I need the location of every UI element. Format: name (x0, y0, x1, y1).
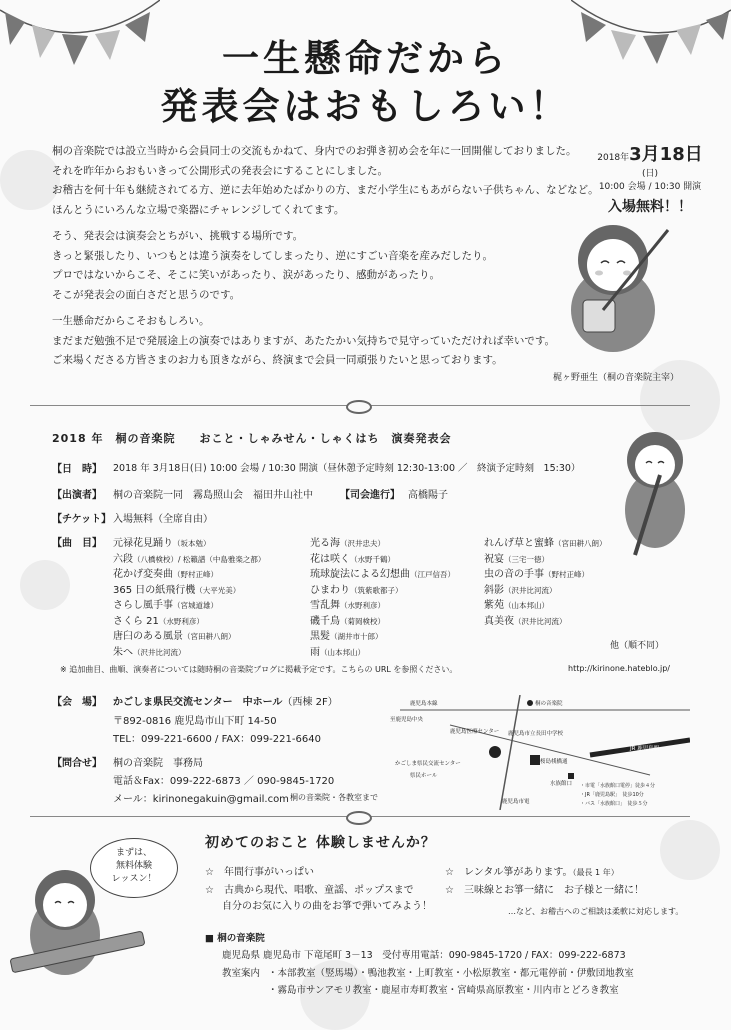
blog-url: http://kirinone.hateblo.jp/ (568, 664, 670, 673)
trial-item-genres: ☆ 古典から現代、唱歌、童謡、ポップスまで (205, 885, 414, 896)
song-item (310, 565, 455, 580)
signature: 梶ヶ野亜生（桐の音楽院主宰） (553, 373, 680, 383)
venue-name-text: かごしま県民交流センター 中ホール (113, 697, 283, 708)
knot-decoration (346, 400, 372, 414)
map-label-kagoshima-line: 鹿児島本線 (410, 701, 438, 707)
song-composer: （山本邦山） (504, 601, 549, 610)
intro-line: ほんとうにいろんな立場で楽器にチャレンジしてくれてます。 (52, 203, 345, 216)
song-title: 黒髪 (310, 631, 330, 642)
song-item (310, 534, 385, 549)
map-label-jr-station: JR 鹿児島駅 (630, 746, 660, 752)
song-title: 斜影 (484, 584, 504, 596)
song-item (310, 627, 383, 642)
song-item (484, 550, 549, 565)
song-item (310, 612, 385, 627)
intro-line: ご来場くださる方皆さまのお力も頂きながら、終演まで会員一同頑張りたいと思っております。 (52, 354, 503, 366)
mc-value: 高橋陽子 (408, 490, 448, 501)
song-item (310, 643, 365, 658)
map-label-school: 鹿児島市立長田中学校 (508, 731, 564, 737)
map-label-kirinone: 桐の音楽院 (535, 701, 563, 707)
ticket-value: 入場無料（全席自由） (113, 514, 213, 525)
song-item (113, 596, 218, 611)
access-bus: ・バス「水族館口」 徒歩５分 (580, 801, 648, 807)
song-composer: （水野利彦） (158, 616, 204, 626)
trial-rental-text: ☆ レンタル箏があります。 (445, 867, 573, 878)
song-title: さらし風手事 (113, 600, 173, 611)
song-composer: （坂本勉） (173, 539, 211, 548)
song-item (310, 596, 385, 611)
song-item (484, 581, 557, 596)
song-composer: （沢井比河流） (514, 616, 567, 626)
footer-rooms-label: 教室案内 (222, 968, 261, 979)
venue-address: 〒892-0816 鹿児島市山下町 14-50 (113, 716, 277, 727)
songs-note: ※ 追加曲目、曲順、演奏者については随時桐の音楽院ブログに掲載予定です。こちらの URL を参照ください。 (60, 665, 458, 674)
song-composer: （宮田耕八朗） (183, 632, 236, 641)
venue-sub: （西棟 2F） (282, 697, 338, 708)
venue-name (113, 693, 338, 708)
song-composer: （菊岡検校） (340, 616, 385, 626)
map-label-medical-center: 鹿児島医療センター (450, 729, 500, 735)
event-year: 2018年 (597, 153, 630, 163)
ticket-label: 【チケット】 (52, 514, 112, 525)
song-item (113, 550, 265, 565)
song-title: 真美夜 (484, 615, 514, 627)
song-composer: （筑紫歌都子） (350, 585, 403, 595)
song-item (113, 612, 204, 627)
shakuhachi-doll-illustration (620, 425, 690, 560)
song-title: 唐臼のある風景 (113, 631, 183, 642)
footer-rooms-2: ・霧島市サンアモリ教室・鹿屋市寿町教室・宮崎県高原教室・川内市とどろき教室 (268, 985, 619, 996)
song-item (310, 581, 403, 596)
event-date: 3月18日 (629, 144, 703, 165)
song-title: 光る海 (310, 538, 340, 549)
song-composer: （野村正峰） (544, 570, 589, 579)
inquiry-label: 【問合せ】 (52, 758, 102, 769)
song-title: 紫苑 (484, 600, 504, 611)
knot-decoration (346, 811, 372, 825)
intro-line: そこが発表会の面白さだと思うのです。 (52, 288, 241, 301)
song-composer: （宮城道雄） (173, 601, 218, 610)
song-title: 花かげ変奏曲 (113, 569, 173, 580)
intro-line: プロではないからこそ、そこに笑いがあったり、涙があったり、感動があったり。 (52, 269, 440, 281)
trial-item-family: ☆ 三味線とお箏一緒に お子様と一緒に！ (445, 885, 644, 896)
map-label-center: かごしま県民交流センター (395, 761, 461, 767)
map-label-to-chuo: 至鹿児島中央 (390, 717, 424, 723)
venue-label: 【会 場】 (52, 697, 102, 708)
song-item (310, 550, 395, 565)
trial-item-rental (445, 863, 619, 878)
song-title: ひまわり (310, 584, 350, 596)
intro-line: そう、発表会は演奏会とちがい、挑戦する場所です。 (52, 230, 304, 242)
footer-rooms-1: ・本部教室（竪馬場）・鴨池教室・上町教室・小松原教室・都元電停前・伊敷団地教室 (268, 968, 634, 979)
song-title: 朱へ (113, 646, 133, 658)
koto-doll-illustration (10, 865, 150, 980)
song-item (484, 612, 567, 627)
song-item (113, 627, 236, 642)
song-composer: （八橋検校）/ 松籟譜（中島雅楽之都） (133, 554, 266, 564)
inquiry-mail[interactable]: メール：kirinonegakuin@gmail.com (113, 794, 289, 805)
access-tram: ・市電「水族館口電停」徒歩４分 (580, 783, 656, 789)
song-composer: （山本邦山） (320, 647, 365, 657)
venue-map (390, 695, 690, 810)
event-weekday: (日) (641, 169, 659, 179)
bubble-line1: まずは、 (115, 848, 152, 858)
song-composer: （宮田耕八朗） (554, 539, 607, 548)
trial-title: 初めてのおこと 体験しませんか？ (205, 835, 436, 851)
blossom-decoration (0, 150, 60, 210)
footer-org-name: ■ 桐の音楽院 (205, 933, 265, 944)
intro-line: 一生懸命だからこそおもしろい。 (52, 315, 210, 327)
date-label: 【日 時】 (52, 464, 102, 475)
intro-line: まだまだ勉強不足で発展途上の演奏ではありますが、あたたかい気持ちで見守っていただければ幸いです。 (52, 334, 556, 347)
intro-line: 桐の音楽院では設立当時から会員同士の交流もかねて、身内でのお弾き初め会を年に一回開催しておりました。 (52, 145, 577, 157)
song-item (113, 643, 186, 658)
song-title: 雨 (310, 646, 320, 658)
song-title: 琉球旋法による幻想曲 (310, 569, 410, 580)
access-jr: ・JR「鹿児島駅」 徒歩10分 (580, 792, 644, 798)
song-item (484, 565, 589, 580)
song-composer: （水野利彦） (340, 601, 385, 610)
trial-item-genres-sub: 自分のお気に入りの曲をお箏で弾いてみよう！ (222, 901, 432, 912)
performers-value: 桐の音楽院一同 霧島照山会 福田井山社中 (113, 490, 313, 501)
song-item (113, 534, 211, 549)
blossom-decoration (660, 820, 720, 880)
songs-label: 【曲 目】 (52, 538, 102, 549)
map-label-sakurajima: 桜島桟橋通 (540, 759, 568, 765)
bubble-line3: レッスン！ (111, 874, 157, 884)
inquiry-tel: 電話＆Fax：099-222-6873 ／ 090-9845-1720 (113, 776, 335, 787)
song-title: 元禄花見踊り (113, 538, 173, 549)
song-item (484, 534, 607, 549)
song-composer: （三宅一徳） (504, 554, 549, 564)
shamisen-doll-illustration (563, 215, 678, 355)
date-value: 2018 年 3月18日(日) 10:00 会場 / 10:30 開演（昼休憩予定時刻 12:30-13:00 ／ 終演予定時刻 15:30） (113, 463, 581, 474)
song-composer: （江戸信吾） (410, 570, 455, 579)
admission-free: 入場無料！！ (608, 199, 692, 215)
songs-other: 他（順不同） (610, 641, 665, 651)
song-item (113, 581, 240, 596)
song-title: 祝宴 (484, 553, 504, 565)
song-title: 365 日の紙飛行機 (113, 584, 196, 596)
song-composer: （沢井比河流） (133, 647, 186, 657)
bubble-line2: 無料体験 (115, 861, 152, 871)
map-label-tram: 鹿児島市電 (502, 799, 530, 805)
inquiry-more: 桐の音楽院・各教室まで (290, 793, 378, 802)
trial-more: …など、お稽古へのご相談は柔軟に対応します。 (508, 907, 684, 916)
song-composer: （水野千鶴） (350, 554, 395, 564)
song-composer: （沢井比河流） (504, 585, 557, 595)
trial-rental-note: （最長 1 年） (572, 868, 619, 877)
trial-item-events: ☆ 年間行事がいっぱい (205, 867, 314, 878)
song-composer: （野村正峰） (173, 570, 218, 579)
song-title: れんげ草と蜜蜂 (484, 538, 554, 549)
song-title: 花は咲く (310, 553, 350, 565)
map-label-aquarium: 水族館口 (550, 781, 573, 787)
song-item (484, 596, 549, 611)
venue-tel: TEL：099-221-6600 / FAX：099-221-6640 (113, 734, 321, 745)
page-title-line1: 一生懸命だから (222, 36, 509, 80)
song-title: 虫の音の手事 (484, 569, 544, 580)
song-title: 磯千鳥 (310, 615, 340, 627)
performers-label: 【出演者】 (52, 490, 102, 501)
page-title-line2: 発表会はおもしろい！ (160, 84, 571, 128)
event-date-box (590, 140, 710, 216)
intro-line: きっと緊張したり、いつもとは違う演奏をしてしまったり、逆にすごい音楽を産みだしたり。 (52, 249, 493, 262)
mc-label: 【司会進行】 (340, 490, 400, 501)
intro-line: それを昨年からおもいきって公開形式の発表会にすることにしました。 (52, 164, 388, 177)
song-title: さくら 21 (113, 615, 159, 627)
song-title: 六段 (113, 553, 133, 565)
song-composer: （湖井市十郎） (330, 632, 383, 641)
intro-line: お稽古を何十年も継続されてる方、逆に去年始めたばかりの方、まだ小学生にもあがらない子供ちゃん、などなど。 (52, 184, 599, 196)
song-composer: （沢井忠夫） (340, 539, 385, 548)
song-title: 雪乱舞 (310, 600, 340, 611)
inquiry-name: 桐の音楽院 事務局 (113, 758, 203, 769)
blossom-decoration (20, 560, 70, 610)
song-item (113, 565, 218, 580)
event-times: 10:00 会場 / 10:30 開演 (598, 182, 702, 192)
footer-address: 鹿児島県 鹿児島市 下竜尾町 3－13 受付専用電話：090-9845-1720 / FAX：099-222-6873 (222, 950, 626, 961)
map-label-hall: 県民ホール (410, 773, 438, 779)
song-composer: （大平光美） (195, 585, 241, 595)
concert-title: 2018 年 桐の音楽院 おこと・しゃみせん・しゃくはち 演奏発表会 (52, 432, 452, 445)
